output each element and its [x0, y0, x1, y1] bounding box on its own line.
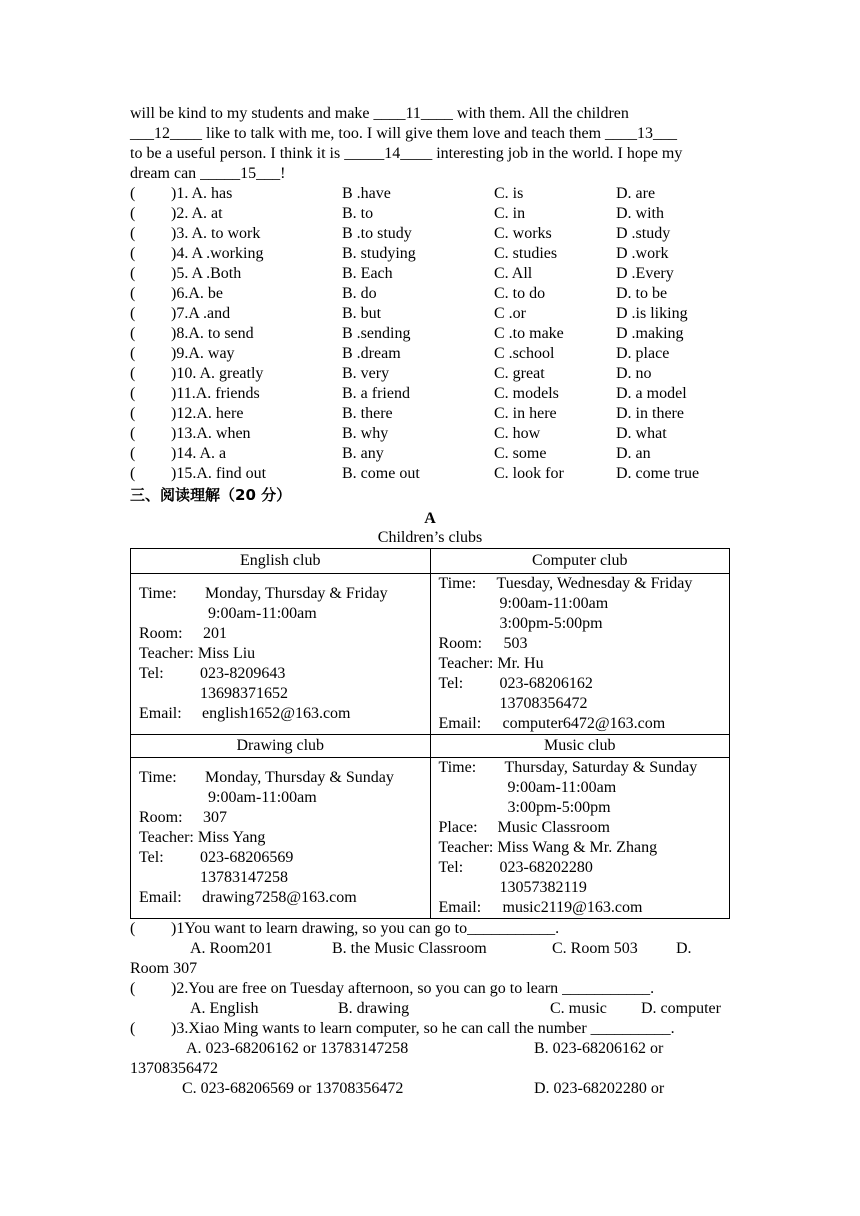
option-b: B. drawing [338, 1000, 410, 1017]
option-d: D .work [616, 245, 669, 262]
club-info-row [439, 818, 730, 838]
option-b: B. do [342, 285, 377, 302]
club-info-row [439, 614, 730, 634]
option-b: B .sending [342, 325, 411, 342]
club-info-label: Room: [139, 625, 183, 642]
reading-question-2-stem [130, 979, 730, 999]
club-info-row [439, 574, 730, 594]
club-info-label: Time: [139, 585, 177, 602]
answer-paren: ( [130, 345, 136, 362]
club-info-row [139, 808, 430, 828]
club-info-value: english1652@163.com [202, 705, 351, 722]
option-d: D .Every [616, 265, 674, 282]
option-c: C. is [494, 185, 524, 202]
music-club-cell [430, 758, 730, 919]
cloze-question-row [130, 324, 730, 344]
cloze-question-row [130, 264, 730, 284]
club-info-value: 201 [203, 625, 227, 642]
reading-question-3-options-cd [130, 1079, 730, 1099]
worksheet-page [130, 104, 730, 1099]
question-number-option-a: )6.A. be [171, 285, 223, 302]
answer-paren: ( [130, 920, 136, 937]
option-d: D. with [616, 205, 664, 222]
reading-question-1-options [130, 939, 730, 959]
club-info-value: 9:00am-11:00am [507, 779, 617, 796]
answer-paren: ( [130, 185, 136, 202]
answer-paren: ( [130, 205, 136, 222]
club-info-value: 13708356472 [499, 695, 588, 712]
club-info-value: 13698371652 [200, 685, 288, 702]
club-info-label: Time: [438, 759, 477, 776]
option-d: D .study [616, 225, 671, 242]
section-title: 三、阅读理解（20 分） [130, 486, 292, 504]
english-club-header: English club [131, 549, 431, 574]
option-d: D. are [616, 185, 656, 202]
cloze-question-row [130, 464, 730, 484]
option-c: C. works [494, 225, 552, 242]
club-info-row [439, 674, 730, 694]
option-a: A. 023-68206162 or 13783147258 [186, 1040, 409, 1057]
option-b: B. studying [342, 245, 416, 262]
option-d: D. no [616, 365, 652, 382]
club-info-label: Tel: [139, 665, 164, 682]
answer-paren: ( [130, 225, 136, 242]
club-info-value: music2119@163.com [502, 899, 643, 916]
club-info-row [439, 634, 730, 654]
question-stem: )1You want to learn drawing, so you can go to___________. [171, 920, 560, 937]
reading-question-3-options-ab [130, 1039, 730, 1059]
option-c: C. how [494, 425, 541, 442]
club-info-label: Place: [438, 819, 478, 836]
club-info-row [139, 788, 430, 808]
table-title: Children’s clubs [377, 529, 483, 546]
club-info-row [439, 758, 730, 778]
answer-paren: ( [130, 365, 136, 382]
club-info-value: Thursday, Saturday & Sunday [504, 759, 698, 776]
cloze-question-row [130, 284, 730, 304]
option-c: C .to make [494, 325, 564, 342]
paragraph-line: will be kind to my students and make ____11____ with them. All the children [130, 105, 629, 122]
option-c: C .or [494, 305, 526, 322]
club-info-value: 9:00am-11:00am [208, 789, 317, 806]
music-club-header: Music club [430, 735, 730, 758]
option-d: D .is liking [616, 305, 688, 322]
option-b: B. why [342, 425, 389, 442]
club-info-row [139, 828, 430, 848]
cloze-question-row [130, 384, 730, 404]
drawing-club-header: Drawing club [131, 735, 431, 758]
club-info-row [139, 664, 430, 684]
option-d: D. come true [616, 465, 700, 482]
question-number-option-a: )14. A. a [171, 445, 227, 462]
answer-paren: ( [130, 305, 136, 322]
answer-paren: ( [130, 445, 136, 462]
question-number-option-a: )12.A. here [171, 405, 244, 422]
question-number-option-a: )8.A. to send [171, 325, 254, 342]
question-number-option-a: )15.A. find out [171, 465, 267, 482]
option-d: D. in there [616, 405, 684, 422]
option-c: C. 023-68206569 or 13708356472 [182, 1080, 404, 1097]
question-number-option-a: )13.A. when [171, 425, 251, 442]
club-info-value: 023-68202280 [499, 859, 593, 876]
answer-paren: ( [130, 285, 136, 302]
answer-paren: ( [130, 465, 136, 482]
cloze-questions [130, 184, 730, 484]
club-info-label: Time: [139, 769, 177, 786]
option-b: B .to study [342, 225, 412, 242]
option-c: C. some [494, 445, 547, 462]
cloze-question-row [130, 224, 730, 244]
club-info-row [439, 858, 730, 878]
option-d: D. to be [616, 285, 668, 302]
paragraph-line: to be a useful person. I think it is _____14____ interesting job in the world. I hope my [130, 145, 683, 162]
option-b: B .have [342, 185, 391, 202]
club-info-label: Tel: [438, 859, 464, 876]
computer-club-header: Computer club [430, 549, 730, 574]
option-b: B. to [342, 205, 374, 222]
club-info-row [139, 584, 430, 604]
question-number-option-a: )2. A. at [171, 205, 223, 222]
reading-question-3-stem [130, 1019, 730, 1039]
option-a: A. English [190, 1000, 259, 1017]
club-info-label: Teacher: Miss Wang & Mr. Zhang [438, 839, 658, 856]
club-info-row [139, 704, 430, 724]
question-number-option-a: )3. A. to work [171, 225, 261, 242]
option-c: C. to do [494, 285, 546, 302]
club-info-label: Email: [139, 889, 182, 906]
option-d: D. an [616, 445, 651, 462]
club-info-value: 13057382119 [499, 879, 587, 896]
club-info-label: Email: [139, 705, 182, 722]
cloze-question-row [130, 364, 730, 384]
cloze-paragraph [130, 104, 730, 184]
club-info-value: 023-68206162 [499, 675, 593, 692]
option-b: B. the Music Classroom [332, 940, 487, 957]
club-info-label: Time: [438, 575, 477, 592]
option-d: D. computer [641, 1000, 721, 1017]
club-info-row [439, 878, 730, 898]
option-a: A. Room201 [190, 940, 273, 957]
option-c: C. models [494, 385, 559, 402]
answer-paren: ( [130, 325, 136, 342]
cloze-question-row [130, 424, 730, 444]
question-number-option-a: )4. A .working [171, 245, 264, 262]
option-b: B .dream [342, 345, 401, 362]
option-b: B. a friend [342, 385, 410, 402]
option-c: C. Room 503 [552, 940, 638, 957]
option-c: C. studies [494, 245, 558, 262]
option-c: C. in [494, 205, 526, 222]
club-info-value: 13783147258 [200, 869, 288, 886]
passage-letter: A [424, 510, 436, 527]
club-info-label: Teacher: Miss Yang [139, 829, 266, 846]
question-number-option-a: )10. A. greatly [171, 365, 264, 382]
club-info-row [139, 888, 430, 908]
computer-club-cell [430, 574, 730, 735]
cloze-question-row [130, 244, 730, 264]
club-info-label: Room: [438, 635, 483, 652]
club-info-label: Teacher: Mr. Hu [438, 655, 544, 672]
club-info-label: Email: [438, 715, 482, 732]
option-c: C. music [550, 1000, 607, 1017]
english-club-cell [131, 574, 431, 735]
question-number-option-a: )1. A. has [171, 185, 233, 202]
answer-paren: ( [130, 245, 136, 262]
club-info-row [139, 768, 430, 788]
cloze-question-row [130, 304, 730, 324]
cloze-question-row [130, 204, 730, 224]
club-info-value: Tuesday, Wednesday & Friday [496, 575, 693, 592]
reading-question-2-options [130, 999, 730, 1019]
question-number-option-a: )7.A .and [171, 305, 231, 322]
option-b: B. come out [342, 465, 420, 482]
option-b-continuation: 13708356472 [130, 1060, 218, 1077]
club-info-row [439, 898, 730, 918]
option-b: B. very [342, 365, 390, 382]
club-info-label: Tel: [139, 849, 164, 866]
cloze-question-row [130, 184, 730, 204]
answer-paren: ( [130, 1020, 136, 1037]
club-info-label: Teacher: Miss Liu [139, 645, 256, 662]
club-info-value: Monday, Thursday & Sunday [205, 769, 394, 786]
option-c: C .school [494, 345, 555, 362]
club-info-value: 023-68206569 [200, 849, 294, 866]
club-info-row [139, 624, 430, 644]
option-d: D .making [616, 325, 684, 342]
club-info-value: Music Classroom [497, 819, 610, 836]
answer-paren: ( [130, 265, 136, 282]
club-info-value: 9:00am-11:00am [499, 595, 609, 612]
club-info-label: Room: [139, 809, 183, 826]
cloze-question-row [130, 344, 730, 364]
answer-paren: ( [130, 980, 136, 997]
club-info-row [439, 714, 730, 734]
option-d: D. place [616, 345, 670, 362]
option-c: C. in here [494, 405, 557, 422]
option-b: B. Each [342, 265, 393, 282]
club-info-row [439, 798, 730, 818]
cloze-question-row [130, 444, 730, 464]
answer-paren: ( [130, 425, 136, 442]
paragraph-line: dream can _____15___! [130, 165, 286, 182]
question-number-option-a: )9.A. way [171, 345, 235, 362]
club-info-value: 3:00pm-5:00pm [507, 799, 611, 816]
club-info-value: 307 [203, 809, 227, 826]
reading-question-3-continuation [130, 1059, 730, 1079]
club-info-row [139, 644, 430, 664]
option-d-continuation: Room 307 [130, 960, 198, 977]
answer-paren: ( [130, 385, 136, 402]
club-info-value: 3:00pm-5:00pm [499, 615, 603, 632]
club-info-value: drawing7258@163.com [202, 889, 357, 906]
club-info-label: Tel: [438, 675, 464, 692]
club-info-label: Email: [438, 899, 482, 916]
option-c: C. great [494, 365, 545, 382]
club-info-row [439, 778, 730, 798]
option-b: B. but [342, 305, 382, 322]
question-stem: )3.Xiao Ming wants to learn computer, so he can call the number __________. [171, 1020, 675, 1037]
club-info-row [439, 594, 730, 614]
reading-question-1-continuation [130, 959, 730, 979]
option-d: D. [676, 940, 692, 957]
question-stem: )2.You are free on Tuesday afternoon, so you can go to learn ___________. [171, 980, 655, 997]
club-info-value: 503 [503, 635, 528, 652]
option-d: D. what [616, 425, 667, 442]
paragraph-line: ___12____ like to talk with me, too. I will give them love and teach them ____13___ [130, 125, 678, 142]
club-info-row [139, 604, 430, 624]
option-d: D. a model [616, 385, 687, 402]
drawing-club-cell [131, 758, 431, 919]
club-info-value: computer6472@163.com [502, 715, 666, 732]
reading-question-1-stem [130, 919, 730, 939]
club-info-row [439, 694, 730, 714]
club-info-row [439, 654, 730, 674]
reading-questions [130, 919, 730, 1099]
answer-paren: ( [130, 405, 136, 422]
clubs-table [130, 548, 730, 919]
club-info-value: 9:00am-11:00am [208, 605, 317, 622]
club-info-row [139, 684, 430, 704]
question-number-option-a: )5. A .Both [171, 265, 242, 282]
option-c: C. All [494, 265, 533, 282]
club-info-row [439, 838, 730, 858]
option-c: C. look for [494, 465, 564, 482]
club-info-row [139, 868, 430, 888]
option-b: B. there [342, 405, 393, 422]
club-info-value: Monday, Thursday & Friday [205, 585, 388, 602]
question-number-option-a: )11.A. friends [171, 385, 260, 402]
option-b: B. 023-68206162 or [534, 1040, 664, 1057]
club-info-row [139, 848, 430, 868]
option-b: B. any [342, 445, 384, 462]
option-d: D. 023-68202280 or [534, 1080, 665, 1097]
club-info-value: 023-8209643 [200, 665, 286, 682]
cloze-question-row [130, 404, 730, 424]
